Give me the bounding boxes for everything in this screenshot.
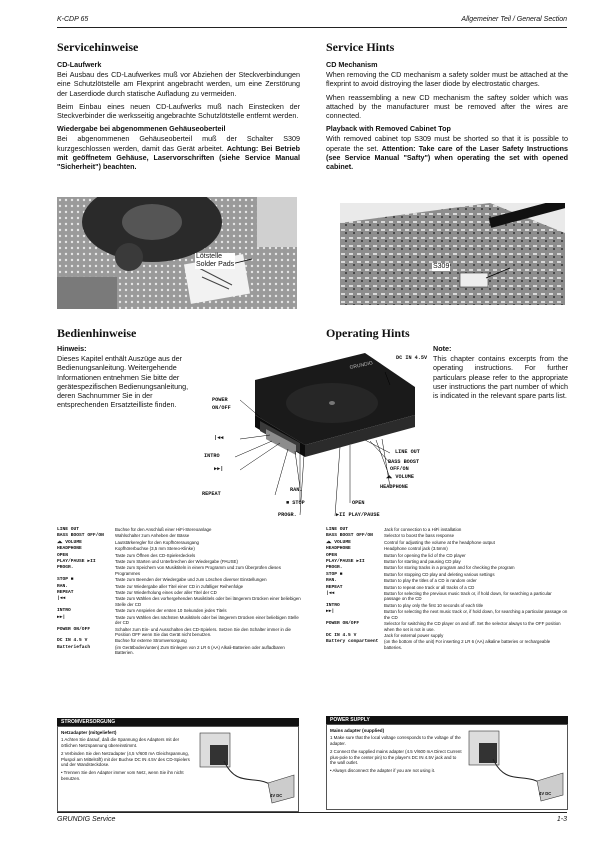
- power-de-note: • Trennen Sie den Adapter immer vom Netz, wenn Sie ihn nicht benutzen.: [61, 770, 184, 781]
- label-bass-offon: OFF/ON: [390, 466, 409, 472]
- sub-cd-mechanism: CD Mechanism: [326, 60, 378, 69]
- control-key: |◀◀: [326, 591, 335, 597]
- control-key: ◢◣ VOLUME: [326, 539, 351, 545]
- control-key: OPEN: [326, 552, 338, 558]
- control-desc: Button to play the titles of a CD in random order: [384, 578, 477, 584]
- control-desc: Control for adjusting the volume at the headphone output: [384, 539, 495, 545]
- control-key: STOP ■: [57, 577, 74, 583]
- control-desc: Button for starting and pausing CD play: [384, 559, 461, 565]
- control-key: BASS BOOST OFF/ON: [326, 533, 373, 539]
- label-bass-boost: BASS BOOST: [388, 459, 420, 465]
- control-desc: Headphone control jack (3.5mm): [384, 546, 448, 552]
- control-desc: Button to repeat one track or all tracks of a CD: [384, 584, 475, 590]
- control-desc: Taste zum Speichern von Musiktiteln in einem Programm und zum Überprüfen dieses Programmes: [115, 565, 281, 576]
- cd-player-drawing: [200, 345, 435, 523]
- control-key: STOP ■: [326, 571, 343, 577]
- power-text-de: [61, 730, 193, 781]
- control-key: Batteriefach: [57, 644, 91, 650]
- control-key: PROGR.: [326, 565, 343, 571]
- controls-de: [57, 527, 302, 657]
- control-desc: Button for stopping CD play and deleting various settings: [384, 571, 495, 577]
- label-power: POWER: [212, 397, 228, 403]
- note-en: [433, 344, 568, 404]
- power-sub-de: Netzadapter (mitgeliefert): [61, 730, 117, 735]
- photo-solder-pads: [57, 197, 297, 309]
- control-desc: Taste zur Wiedergabe aller Titel einer CD in zufälliger Reihenfolge: [115, 583, 244, 589]
- control-key: DC IN 4.5 V: [57, 638, 88, 644]
- control-key: Battery compartment: [326, 639, 379, 645]
- label-repeat: REPEAT: [202, 491, 221, 497]
- power-title-de: STROMVERSORGUNG: [57, 718, 299, 726]
- power-en-step-1: 1 Make sure that the local voltage corresponds to the voltage of the adapter.: [330, 735, 461, 746]
- power-en-step-2: 2 Connect the supplied mains adapter (4.5 V/600 mA Direct Current plus-pole to the center pin) to the player's DC IN 4.5V jack and to the wall outlet.: [330, 749, 462, 766]
- control-desc: Button to play only the first 10 seconds of each title: [384, 602, 484, 608]
- control-key: RAN.: [326, 578, 338, 584]
- control-key: PROGR.: [57, 565, 74, 571]
- control-desc: Taste zum Beenden der Wiedergabe und zum Löschen diverser Einstellungen: [115, 577, 267, 583]
- control-key: LINE OUT: [326, 527, 349, 532]
- photo-s309: [340, 203, 565, 305]
- control-row: [57, 565, 302, 577]
- control-key: OPEN: [57, 552, 69, 558]
- control-desc: Buchse für den Anschluß einer HiFi-Stereoanlage: [115, 527, 212, 532]
- control-row: [57, 645, 302, 657]
- control-desc: Schalter zum Ein- und Ausschalten des CD-Spielers. Setzen Sie den Schalter immer in die Position OFF wenn Sie das Gerät nicht benutzen.: [115, 626, 291, 637]
- control-desc: Button for selecting the previous music track or, if hold down, for searching a particular passage on the CD: [384, 591, 552, 602]
- header-model: K-CDP 65: [57, 16, 89, 23]
- note-de: [57, 344, 205, 414]
- control-desc: (on the bottom of the unit) For inserting 2 LR 6 (AA) alkaline batteries or rechargeable batteries.: [384, 639, 551, 650]
- para-de-2: Beim Einbau eines neuen CD-Laufwerks muß nach Einstecken der Steckverbinder die werksseitig angebrachte Schutzlötstelle entfernt werden.: [57, 101, 300, 121]
- plug-label-de: 4V DC: [270, 793, 283, 798]
- control-desc: Wahlschalter zum Anheben der Bässe: [115, 533, 190, 539]
- power-supply-de: [57, 718, 299, 812]
- footer-page: 1-3: [556, 816, 567, 823]
- control-key: ▶▶|: [57, 614, 66, 620]
- control-desc: Taste zur Wiederholung eines oder aller Titel der CD: [115, 590, 217, 596]
- label-onoff: ON/OFF: [212, 405, 231, 411]
- control-key: POWER ON/OFF: [57, 626, 91, 632]
- power-supply-en: [326, 716, 568, 810]
- label-next: ▶▶|: [214, 466, 224, 472]
- label-dc-in: DC IN 4.5V: [396, 355, 428, 361]
- control-desc: Button for opening the lid of the CD player: [384, 552, 466, 558]
- control-desc: Kopfhörerbuchse (3,5 mm Stereo-Klinke): [115, 546, 195, 552]
- power-box-en: [326, 724, 568, 810]
- power-title-en: POWER SUPPLY: [326, 716, 568, 724]
- power-text-en: [330, 728, 462, 774]
- note-en-text: This chapter contains excerpts from the operating instructions. For further particulars please refer to the appropriate user instructions the part number of which is indicated in the relevant spare parts list.: [433, 354, 568, 401]
- power-sub-en: Mains adapter (supplied): [330, 728, 385, 733]
- service-text-en: [326, 60, 568, 176]
- para-en-2: When reassembling a new CD mechanism the saftey solder which was attached by the manufacturer must be removed after the wires are connected.: [326, 92, 568, 121]
- label-volume: ◢◣ VOLUME: [386, 474, 415, 480]
- control-key: HEADPHONE: [326, 546, 351, 552]
- label-ran: RAN.: [290, 487, 303, 493]
- service-title-de: Servicehinweise: [57, 40, 139, 54]
- footer-rule: [57, 812, 567, 813]
- control-desc: Taste zum Starten und Unterbrechen der Wiedergabe (PAUSE): [115, 559, 238, 565]
- sub-playback: Playback with Removed Cabinet Top: [326, 124, 451, 134]
- header-rule: [57, 27, 567, 28]
- control-desc: Lautstärkeregler für den Kopfhörerausgang: [115, 539, 199, 545]
- control-key: POWER ON/OFF: [326, 621, 360, 627]
- control-key: DC IN 4.5 V: [326, 632, 357, 638]
- control-row: [326, 591, 568, 603]
- control-desc: (im Gerätboden/unten) Zum Einlegen von 2 LR 6 (AA) Alkali-Batterien oder aufladbaren Batterien.: [115, 644, 285, 656]
- control-key: LINE OUT: [57, 527, 80, 532]
- control-key: INTRO: [326, 602, 340, 608]
- controls-table-de: [57, 527, 302, 657]
- control-desc: Jack for external power supply: [384, 632, 444, 638]
- power-en-note: • Always disconnect the adapter if you are not using it.: [330, 768, 436, 774]
- power-de-step-1: 1 Achten Sie darauf, daß die Spannung des Adapters mit der örtlichen Netzspannung übereinstimmt.: [61, 737, 180, 748]
- footer-left: GRUNDIG Service: [57, 816, 116, 823]
- control-desc: Buchse für externe Stromversorgung: [115, 638, 187, 644]
- callout-s309: S309: [433, 263, 450, 270]
- note-en-heading: Note:: [433, 344, 452, 353]
- service-text-de: [57, 60, 300, 176]
- sub-wiedergabe: Wiedergabe bei abgenommenen Gehäuseoberteil: [57, 124, 226, 134]
- control-key: BASS BOOST OFF/ON: [57, 533, 104, 539]
- control-row: [57, 627, 302, 639]
- plug-label-en: 4V DC: [539, 791, 552, 796]
- service-title-en: Service Hints: [326, 40, 395, 54]
- brand-logo: GRUNDIG: [349, 360, 374, 371]
- control-desc: Jack for connection to a HiFi installation: [384, 527, 462, 532]
- control-desc: Selector for switching the CD player on and off. Set the selector always to the OFF position when the set is not in use.: [384, 621, 561, 632]
- control-key: INTRO: [57, 608, 71, 614]
- label-prev: |◀◀: [214, 435, 224, 441]
- control-desc: Taste zum Wählen des nächsten Musiktitels oder bei längerem Drücken einer beliebigen Stelle der CD: [115, 614, 299, 626]
- note-de-text: Dieses Kapitel enthält Auszüge aus der Bedienungsanleitung. Weitergehende Informationen entnehmen Sie bitte der gerätespezifischen Bedienungsanleitung, deren Sachnummer Sie in der entsprechenden Ersatzteilliste finden.: [57, 354, 189, 410]
- operating-title-en: Operating Hints: [326, 326, 410, 340]
- label-headphone: HEADPHONE: [380, 484, 409, 490]
- control-row: [326, 621, 568, 633]
- power-box-de: [57, 726, 299, 812]
- control-key: ◢◣ VOLUME: [57, 539, 82, 545]
- para-de-3: Bei abgenommenen Gehäuseoberteil muß der Schalter S309 kurzgeschlossen werden, damit das Gerät arbeitet. Achtung: Bei Betrieb mit geöffnetem Gehäuse, Laservorschriften (siehe Service Manual "Sicherheit") beachten.: [57, 134, 300, 172]
- cd-player-illustration: [200, 345, 435, 523]
- photo-s309-graphic: [340, 203, 565, 305]
- control-row: [57, 596, 302, 608]
- label-stop: ■ STOP: [286, 500, 305, 506]
- control-key: REPEAT: [57, 590, 74, 596]
- control-desc: Taste zum Anspielen der ersten 10 Sekunden jedes Titels: [115, 608, 227, 614]
- photo-solder-pads-graphic: [57, 197, 297, 309]
- control-row: [326, 609, 568, 621]
- control-desc: Taste zum Öffnen des CD-Spielerdeckels: [115, 552, 196, 558]
- para-en-1: When removing the CD mechanism a safety solder must be attached at the flexprint to avoid distroying the laser diode by electrostatic charges.: [326, 70, 568, 89]
- control-row: [57, 615, 302, 627]
- para-de-1: Bei Ausbau des CD-Laufwerkes muß vor Abziehen der Steckverbindungen eine Schutzlötstelle am Flexprint angebracht werden, um eine Zerstörung der Laserdiode durch statische Aufladung zu vermeiden.: [57, 70, 300, 98]
- controls-table-en: [326, 527, 568, 651]
- callout-loetstelle: Lötstelle Solder Pads: [196, 253, 235, 268]
- control-desc: Taste zum Wählen des vorhergehenden Musiktitels oder bei längerem Drücken einer beliebigen Stelle der CD: [115, 596, 301, 607]
- label-open: OPEN: [352, 500, 365, 506]
- operating-title-de: Bedienhinweise: [57, 326, 137, 340]
- para-en-3: With removed cabinet top S309 must be shorted so that it is possible to operate the set. Attention: Take care of the Laser Safety Instructions (see Service Manual "Safty") when operating the set with opened cabinet.: [326, 134, 568, 172]
- control-row: [326, 639, 568, 651]
- power-de-step-2: 2 Verbinden Sie den Netzadapter (4,5 V/600 mA Gleichspannung, Pluspol am Mittelstift) mit der Buchse DC IN 4.5V des CD-Spielers und der Wandsteckdose.: [61, 751, 190, 768]
- label-play-pause: ▶II PLAY/PAUSE: [336, 512, 380, 518]
- control-key: HEADPHONE: [57, 546, 82, 552]
- control-key: ▶▶|: [326, 609, 335, 615]
- controls-en: [326, 527, 568, 651]
- control-key: REPEAT: [326, 584, 343, 590]
- control-key: |◀◀: [57, 596, 66, 602]
- control-key: RAN.: [57, 583, 69, 589]
- header-section: Allgemeiner Teil / General Section: [461, 16, 567, 23]
- label-line-out: LINE OUT: [395, 449, 420, 455]
- label-intro: INTRO: [204, 453, 220, 459]
- control-key: PLAY/PAUSE ▶II: [57, 559, 96, 565]
- control-desc: Button for storing tracks in a program and for checking the program: [384, 565, 515, 571]
- control-key: PLAY/PAUSE ▶II: [326, 559, 365, 565]
- control-desc: Button for selecting the next music track or, if hold down, for searching a particular passage on the CD: [384, 609, 568, 620]
- label-progr: PROGR.: [278, 512, 297, 518]
- sub-cd-laufwerk: CD-Laufwerk: [57, 60, 102, 69]
- note-de-heading: Hinweis:: [57, 344, 87, 353]
- control-desc: Selector to boost the bass response: [384, 533, 455, 539]
